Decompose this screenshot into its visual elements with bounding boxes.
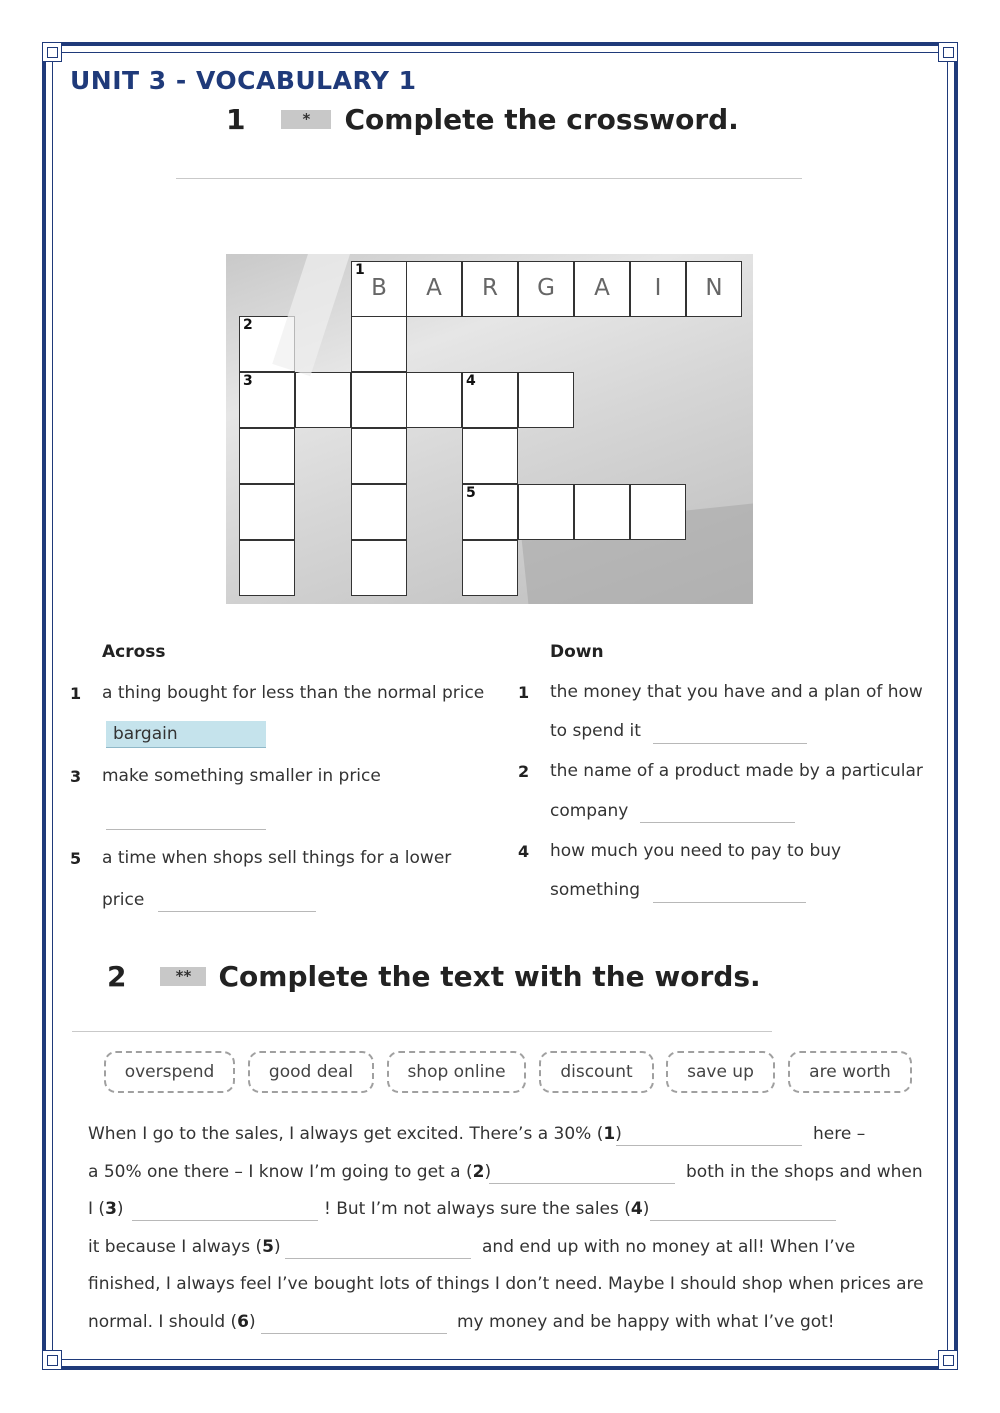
gap-number: 3 [105, 1199, 117, 1219]
cell-letter: A [426, 275, 442, 301]
corner-ornament [938, 1350, 958, 1370]
text-segment: normal. I should ( [88, 1312, 238, 1332]
exercise-instruction: Complete the crossword. [344, 103, 739, 136]
crossword-cell[interactable] [518, 372, 574, 428]
crossword-cell[interactable] [462, 261, 518, 317]
gap-input[interactable] [650, 1220, 836, 1221]
crossword-cell[interactable] [406, 372, 462, 428]
crossword-grid [226, 254, 753, 604]
text-segment: my money and be happy with what I’ve got! [457, 1312, 835, 1332]
exercise-number: 1 [226, 103, 246, 136]
clue-text: how much you need to pay to buy [550, 841, 842, 861]
gap-number: 6 [237, 1312, 249, 1332]
crossword-cell[interactable] [574, 484, 630, 540]
word-chip[interactable]: overspend [104, 1051, 235, 1093]
difficulty-stars: * [281, 110, 331, 129]
text-segment: When I go to the sales, I always get excited. There’s a 30% ( [88, 1124, 604, 1144]
text-line [88, 1199, 124, 1219]
text-segment: ) [249, 1312, 256, 1332]
text-segment: it because I always ( [88, 1237, 263, 1257]
across-heading: Across [102, 642, 166, 662]
clue-number: 2 [243, 317, 253, 333]
clue-text: a thing bought for less than the normal price [102, 683, 485, 703]
crossword-cell[interactable] [462, 484, 518, 540]
clue-number: 5 [70, 849, 82, 868]
crossword-cell[interactable] [462, 428, 518, 484]
gap-input[interactable] [261, 1333, 447, 1334]
crossword-cell[interactable] [518, 484, 574, 540]
crossword-cell[interactable] [462, 372, 518, 428]
clue-text: the money that you have and a plan of how [550, 682, 923, 702]
word-chip[interactable]: are worth [788, 1051, 912, 1093]
text-line [324, 1199, 649, 1219]
text-segment: ) [484, 1162, 492, 1182]
text-segment: ) [615, 1124, 622, 1144]
text-line [88, 1312, 256, 1332]
crossword-cell[interactable] [351, 372, 407, 428]
exercise-number: 2 [107, 960, 127, 993]
word-chip[interactable]: discount [539, 1051, 654, 1093]
clue-number: 2 [518, 762, 530, 781]
corner-ornament [42, 42, 62, 62]
text-segment: ) [273, 1237, 281, 1257]
clue-number: 1 [518, 683, 530, 702]
text-segment: ) [642, 1199, 650, 1219]
corner-ornament [938, 42, 958, 62]
exercise-2-heading [107, 960, 761, 993]
text-segment: and end up with no money at all! When I’ve [482, 1237, 856, 1257]
text-segment: ! But I’m not always sure the sales ( [324, 1199, 631, 1219]
answer-input[interactable] [158, 911, 316, 912]
exercise-instruction: Complete the text with the words. [218, 960, 761, 993]
gap-number: 4 [630, 1199, 643, 1219]
clue-number: 5 [466, 485, 476, 501]
divider [176, 178, 802, 179]
crossword-cell[interactable] [351, 261, 407, 317]
crossword-cell[interactable] [351, 484, 407, 540]
crossword-cell[interactable] [351, 540, 407, 596]
text-segment: ) [116, 1199, 124, 1219]
text-segment: here – [813, 1124, 866, 1144]
gap-number: 2 [472, 1162, 485, 1182]
cell-letter: A [594, 275, 610, 301]
cell-letter: B [371, 275, 387, 301]
crossword-cell[interactable] [239, 372, 295, 428]
word-chip[interactable]: save up [666, 1051, 775, 1093]
text-line [88, 1162, 491, 1182]
answer-input[interactable] [640, 822, 795, 823]
cell-letter: N [705, 275, 723, 301]
unit-title: UNIT 3 - VOCABULARY 1 [70, 66, 417, 95]
crossword-cell[interactable] [239, 316, 295, 372]
gap-number: 5 [262, 1237, 274, 1257]
clue-text: company [550, 801, 629, 821]
text-segment: both in the shops and when [686, 1162, 923, 1182]
divider [72, 1031, 772, 1032]
down-heading: Down [550, 642, 604, 662]
clue-text: to spend it [550, 721, 641, 741]
text-segment: I ( [88, 1199, 106, 1219]
cell-letter: G [537, 275, 555, 301]
text-line [88, 1237, 281, 1257]
crossword-cell[interactable] [239, 484, 295, 540]
crossword-cell[interactable] [518, 261, 574, 317]
crossword-cell[interactable] [406, 261, 462, 317]
crossword-cell[interactable] [630, 261, 686, 317]
clue-number: 3 [243, 373, 253, 389]
crossword-cell[interactable] [351, 316, 407, 372]
word-chip[interactable]: good deal [248, 1051, 374, 1093]
word-chip[interactable]: shop online [387, 1051, 526, 1093]
gap-input[interactable] [285, 1258, 471, 1259]
text-segment: a 50% one there – I know I’m going to get a ( [88, 1162, 473, 1182]
gap-input[interactable] [616, 1145, 802, 1146]
clue-number: 1 [70, 684, 82, 703]
clue-text: make something smaller in price [102, 766, 381, 786]
gap-input[interactable] [132, 1220, 318, 1221]
difficulty-stars: ** [160, 967, 206, 986]
gap-input[interactable] [489, 1183, 675, 1184]
cell-letter: I [654, 275, 662, 301]
clue-number: 3 [70, 767, 82, 786]
clue-number: 4 [466, 373, 476, 389]
clue-text: the name of a product made by a particular [550, 761, 923, 781]
text-line [88, 1124, 622, 1144]
clue-text: price [102, 890, 145, 910]
clue-text: a time when shops sell things for a lower [102, 848, 452, 868]
clue-text: something [550, 880, 641, 900]
corner-ornament [42, 1350, 62, 1370]
exercise-1-heading [226, 103, 739, 136]
crossword-cell[interactable] [295, 372, 351, 428]
answer-input[interactable]: bargain [106, 721, 266, 748]
text-segment: finished, I always feel I’ve bought lots of things I don’t need. Maybe I should shop when prices are [88, 1274, 924, 1294]
crossword-cell[interactable] [574, 261, 630, 317]
crossword-cell[interactable] [686, 261, 742, 317]
crossword-cell[interactable] [351, 428, 407, 484]
crossword-cell[interactable] [462, 540, 518, 596]
answer-input[interactable] [653, 743, 807, 744]
crossword-cell[interactable] [239, 428, 295, 484]
answer-input[interactable] [653, 902, 806, 903]
clue-number: 1 [355, 262, 365, 278]
crossword-cell[interactable] [239, 540, 295, 596]
gap-number: 1 [603, 1124, 616, 1144]
clue-number: 4 [518, 842, 530, 861]
crossword-cell[interactable] [630, 484, 686, 540]
cell-letter: R [482, 275, 498, 301]
answer-input[interactable] [106, 829, 266, 830]
